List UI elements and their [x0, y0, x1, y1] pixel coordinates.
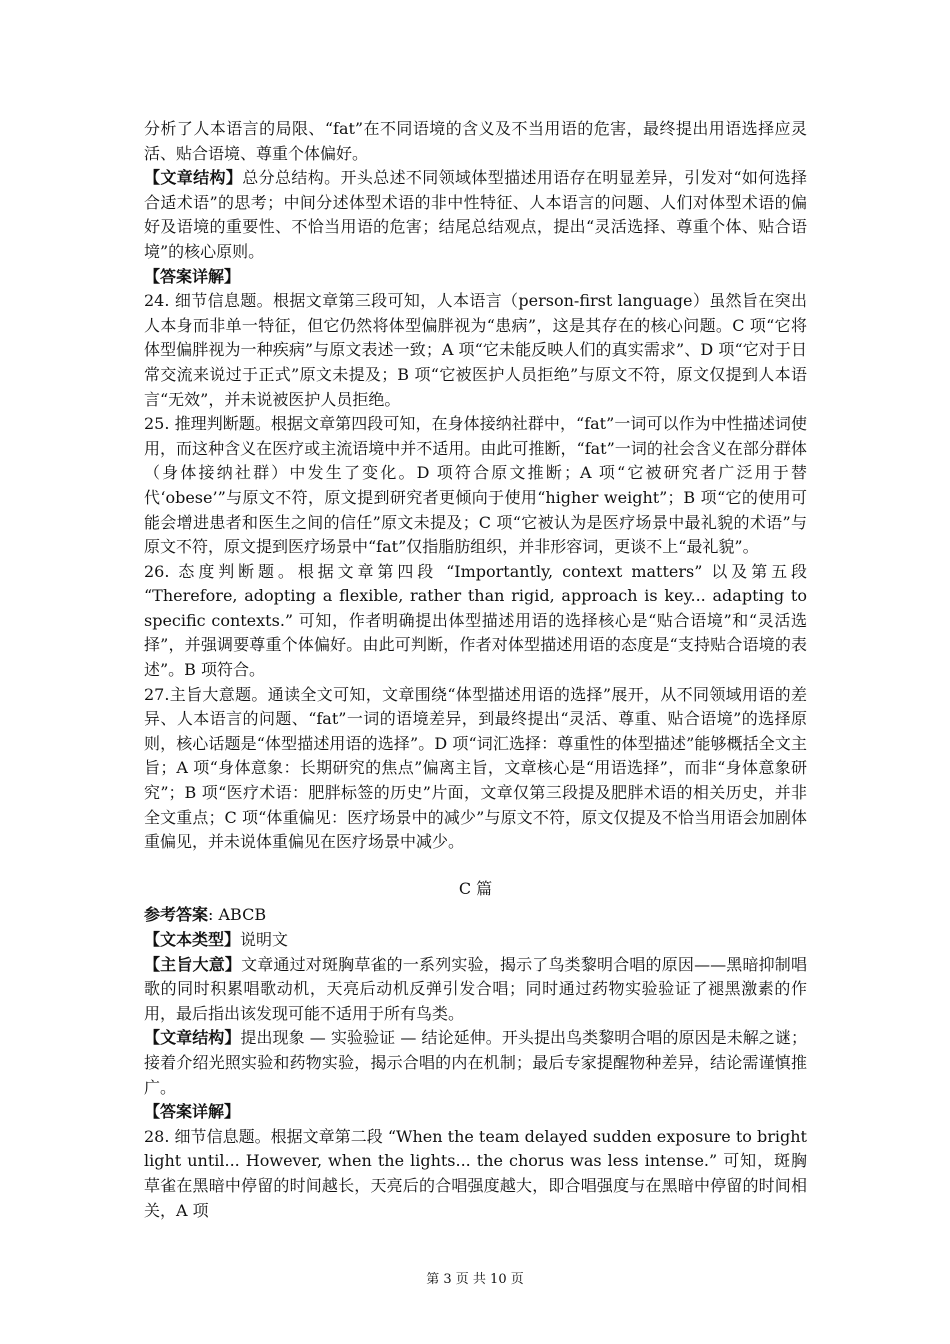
text-type-label: 【文本类型】	[144, 930, 241, 949]
page-footer: 第 3 页 共 10 页	[426, 1272, 524, 1287]
reference-answers	[144, 903, 807, 928]
reference-value: : ABCB	[208, 905, 267, 925]
page-content	[144, 117, 807, 1223]
structure-label: 【文章结构】	[144, 168, 243, 188]
main-idea-value: 文章通过对斑胸草雀的一系列实验，揭示了鸟类黎明合唱的原因——黑暗抑制唱歌的同时积累唱歌动机，天亮后动机反弹引发合唱；同时通过药物实验验证了褪黑激素的作用，最后指出该发现可能不适用于所有鸟类。	[144, 954, 807, 1023]
section-c-title: C 篇	[458, 878, 493, 898]
main-idea	[144, 953, 807, 1027]
article-structure-label: 【文章结构】	[144, 1028, 241, 1048]
summary-tail: 分析了人本语言的局限、“fat”在不同语境的含义及不当用语的危害，最终提出用语选择应灵活、贴合语境、尊重个体偏好。	[144, 119, 807, 163]
structure-paragraph	[144, 166, 807, 264]
answer-24: 24. 细节信息题。根据文章第三段可知，人本语言（person-first language）虽然旨在突出人本身而非单一特征，但它仍然将体型偏胖视为“患病”，这是其存在的核心问题。C 项“它将体型偏胖视为一种疾病”与原文表述一致；A 项“它未能反映人们的真实需求”、D 项“它对于日常交流来说过于正式”原文未提及；B 项“它被医护人员拒绝”与原文不符，原文仅提到人本语言“无效”，并未说被医护人员拒绝。	[144, 291, 807, 409]
text-type-value: 说明文	[240, 930, 289, 949]
article-structure	[144, 1026, 807, 1100]
answer-25: 25. 推理判断题。根据文章第四段可知，在身体接纳社群中，“fat”一词可以作为中性描述词使用，而这种含义在医疗或主流语境中并不适用。由此可推断，“fat”一词的社会含义在部分群体（身体接纳社群）中发生了变化。D 项符合原文推断；A 项“它被研究者广泛用于替代‘obese’”与原文不符，原文提到研究者更倾向于使用“higher weight”；B 项“它的使用可能会增进患者和医生之间的信任”原文未提及；C 项“它被认为是医疗场景中最礼貌的术语”与原文不符，原文提到医疗场景中“fat”仅指脂肪组织，并非形容词，更谈不上“最礼貌”。	[144, 414, 807, 557]
answer-27: 27.主旨大意题。通读全文可知，文章围绕“体型描述用语的选择”展开，从不同领域用语的差异、人本语言的问题、“fat”一词的语境差异，到最终提出“灵活、尊重、贴合语境”的选择原则，核心话题是“体型描述用语的选择”。D 项“词汇选择：尊重性的体型描述”能够概括全文主旨；A 项“身体意象：长期研究的焦点”偏离主旨，文章核心是“用语选择”，而非“身体意象研究”；B 项“医疗术语：肥胖标签的历史”片面，文章仅第三段提及肥胖术语的相关历史，并非全文重点；C 项“体重偏见：医疗场景中的减少”与原文不符，原文仅提及不恰当用语会加剧体重偏见，并未说体重偏见在医疗场景中减少。	[144, 684, 807, 852]
answers-heading: 【答案详解】	[144, 266, 241, 286]
main-idea-label: 【主旨大意】	[144, 954, 242, 974]
answer-26: 26. 态度判断题。根据文章第四段 “Importantly, context matters” 以及第五段 “Therefore, adopting a flexible, rather than rigid, approach is key... adapting to specific contexts.” 可知，作者明确提出体型描述用语的选择核心是“贴合语境”和“灵活选择”，并强调要尊重个体偏好。由此可判断，作者对体型描述用语的态度是“支持贴合语境的表述”。B 项符合。	[144, 561, 807, 680]
text-type	[144, 928, 807, 953]
article-structure-value: 提出现象 — 实验验证 — 结论延伸。开头提出鸟类黎明合唱的原因是未解之谜；接着介绍光照实验和药物实验，揭示合唱的内在机制；最后专家提醒物种差异，结论需谨慎推广。	[144, 1028, 807, 1097]
reference-label: 参考答案	[144, 905, 209, 925]
structure-text: 总分总结构。开头总述不同领域体型描述用语存在明显差异，引发对“如何选择合适术语”的思考；中间分述体型术语的非中性特征、人本语言的问题、人们对体型术语的偏好及语境的重要性、不恰当用语的危害；结尾总结观点，提出“灵活选择、尊重个体、贴合语境”的核心原则。	[144, 168, 807, 261]
answers-heading-c: 【答案详解】	[144, 1102, 241, 1122]
answer-28: 28. 细节信息题。根据文章第二段 “When the team delayed sudden exposure to bright light until... However, when the lights... the chorus was less intense.” 可知，斑胸草雀在黑暗中停留的时间越长，天亮后的合唱强度越大，即合唱强度与在黑暗中停留的时间相关，A 项	[144, 1126, 807, 1220]
